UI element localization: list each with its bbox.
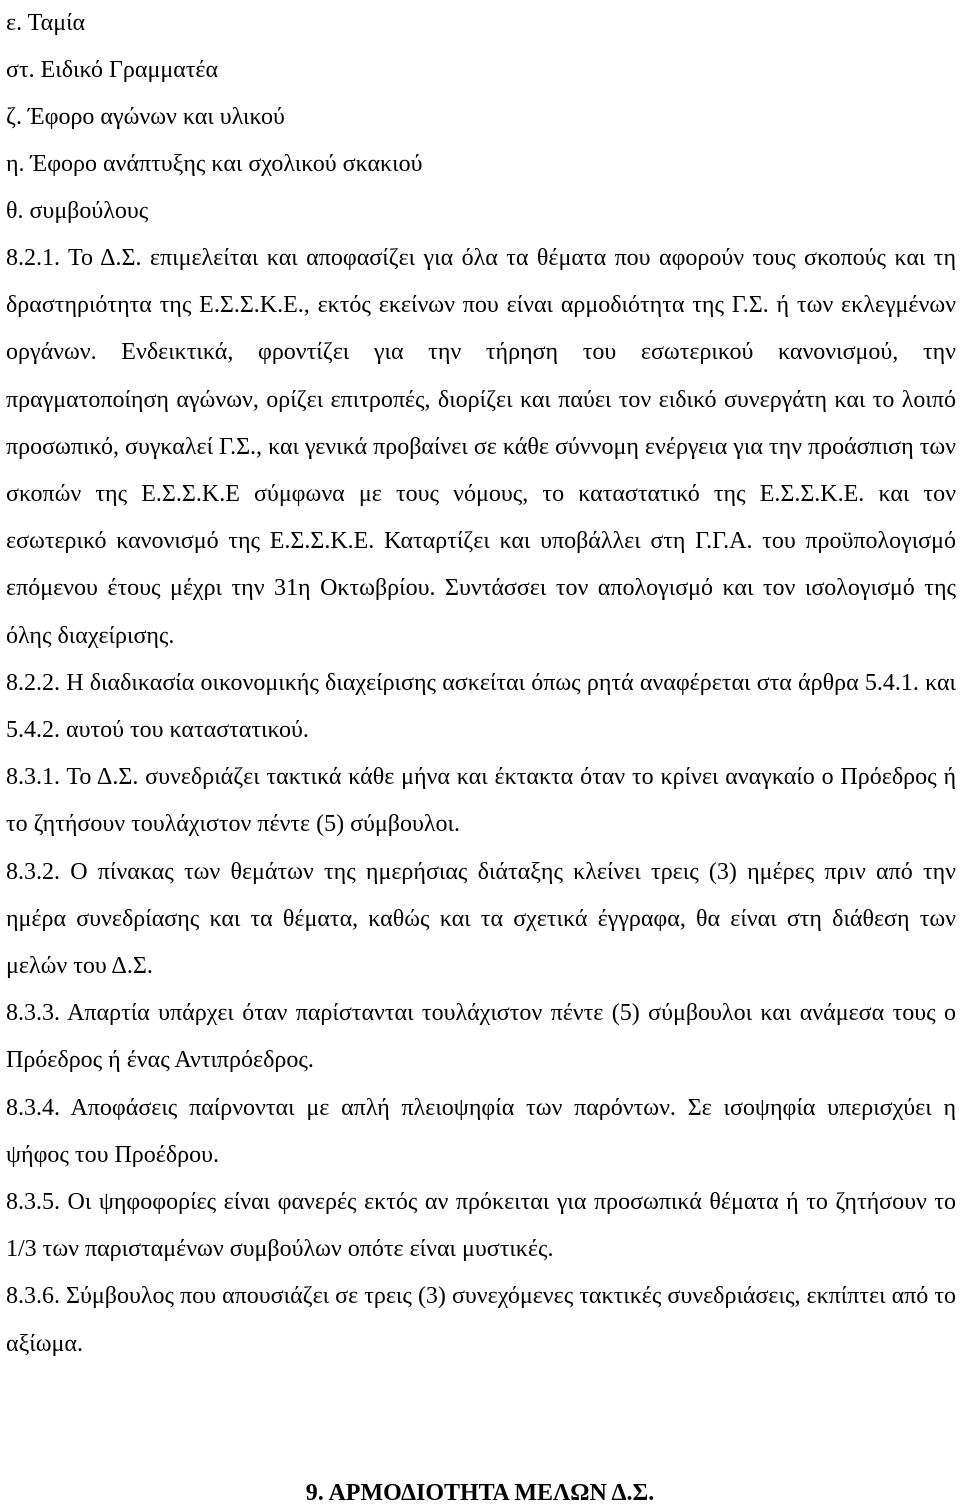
- paragraph-8-2-1: 8.2.1. Το Δ.Σ. επιμελείται και αποφασίζει για όλα τα θέματα που αφορούν τους σκοπούς και τη δραστηριότητα της Ε.Σ.Σ.Κ.Ε., εκτός εκείνων που είναι αρμοδιότητα της Γ.Σ. ή των εκλεγμένων οργάνων. Ενδεικτικά, φροντίζει για την τήρηση του εσωτερικού κανονισμού, την πραγματοποίηση αγώνων, ορίζει επιτροπές, διορίζει και παύει τον ειδικό συνεργάτη και το λοιπό προσωπικό, συγκαλεί Γ.Σ., και γενικά προβαίνει σε κάθε σύννομη ενέργεια για την προάσπιση των σκοπών της Ε.Σ.Σ.Κ.Ε σύμφωνα με τους νόμους, το καταστατικό της Ε.Σ.Σ.Κ.Ε. και τον εσωτερικό κανονισμό της Ε.Σ.Σ.Κ.Ε. Καταρτίζει και υποβάλλει στη Γ.Γ.Α. του προϋπολογισμό επόμενου έτους μέχρι την 31η Οκτωβρίου. Συντάσσει τον απολογισμό και τον ισολογισμό της όλης διαχείρισης.: [6, 245, 956, 649]
- paragraph-8-2-2: 8.2.2. Η διαδικασία οικονομικής διαχείρισης ασκείται όπως ρητά αναφέρεται στα άρθρα 5.4.1. και 5.4.2. αυτού του καταστατικού.: [6, 669, 956, 744]
- list-item-development-school-chess-officer: η. Έφορο ανάπτυξης και σχολικού σκακιού: [6, 151, 423, 177]
- list-item-councillors: θ. συμβούλους: [6, 198, 149, 224]
- paragraph-8-3-5: 8.3.5. Οι ψηφοφορίες είναι φανερές εκτός αν πρόκειται για προσωπικά θέματα ή το ζητήσουν το 1/3 των παρισταμένων συμβούλων οπότε είναι μυστικές.: [6, 1189, 956, 1263]
- paragraph-8-3-2: 8.3.2. Ο πίνακας των θεμάτων της ημερήσιας διάταξης κλείνει τρεις (3) ημέρες πριν από την ημέρα συνεδρίασης και τα θέματα, καθώς και τα σχετικά έγγραφα, θα είναι στη διάθεση των μελών του Δ.Σ.: [6, 858, 956, 980]
- paragraph-8-3-6: 8.3.6. Σύμβουλος που απουσιάζει σε τρεις (3) συνεχόμενες τακτικές συνεδριάσεις, εκπίπτει από το αξίωμα.: [6, 1283, 956, 1357]
- paragraph-8-3-3: 8.3.3. Απαρτία υπάρχει όταν παρίστανται τουλάχιστον πέντε (5) σύμβουλοι και ανάμεσα τους ο Πρόεδρος ή ένας Αντιπρόεδρος.: [6, 1000, 956, 1074]
- paragraph-8-3-1: 8.3.1. Το Δ.Σ. συνεδριάζει τακτικά κάθε μήνα και έκτακτα όταν το κρίνει αναγκαίο ο Πρόεδρος ή το ζητήσουν τουλάχιστον πέντε (5) σύμβουλοι.: [6, 764, 956, 838]
- document-page: [6, 0, 956, 1368]
- list-item-special-secretary: στ. Ειδικό Γραμματέα: [6, 57, 219, 83]
- list-item-treasurer: ε. Ταμία: [6, 10, 86, 36]
- list-item-games-equipment-officer: ζ. Έφορο αγώνων και υλικού: [6, 104, 285, 130]
- section-heading: 9. ΑΡΜΟΔΙΟΤΗΤΑ ΜΕΛΩΝ Δ.Σ.: [305, 1480, 655, 1506]
- paragraph-8-3-4: 8.3.4. Αποφάσεις παίρνονται με απλή πλειοψηφία των παρόντων. Σε ισοψηφία υπερισχύει η ψήφος του Προέδρου.: [6, 1094, 956, 1168]
- officer-list: [6, 0, 956, 235]
